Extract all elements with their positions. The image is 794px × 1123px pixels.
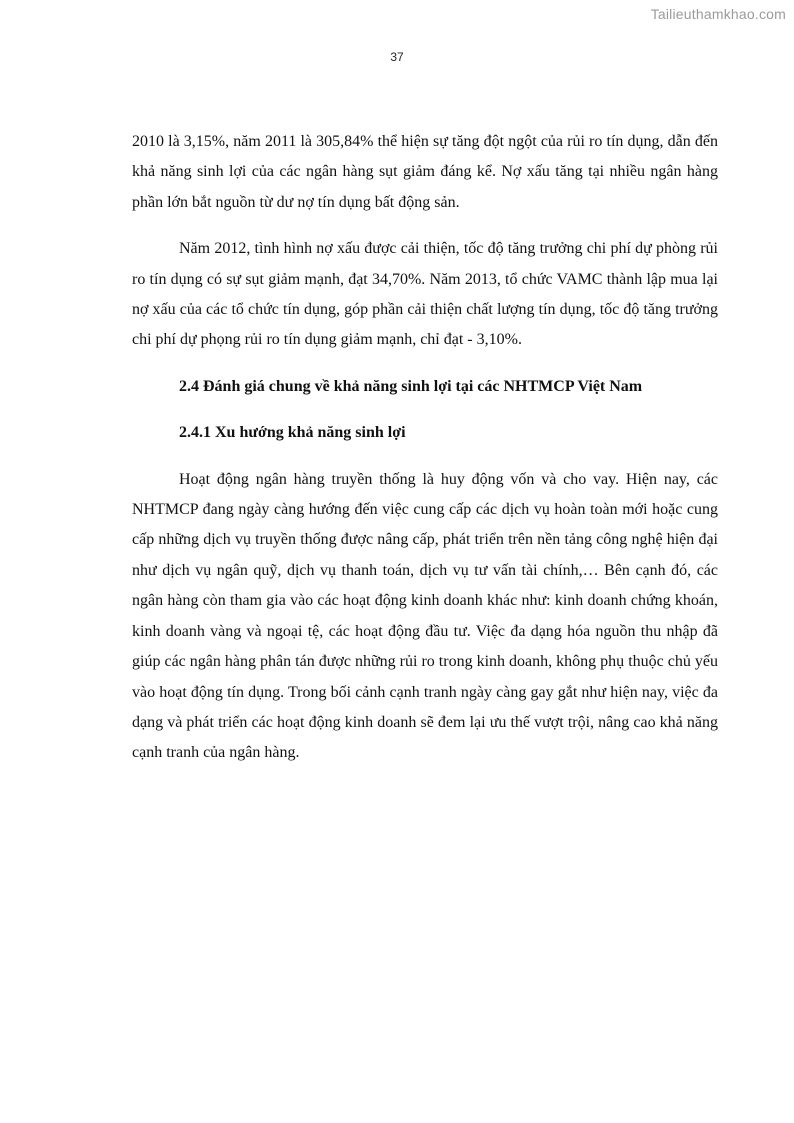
subsection-heading: 2.4.1 Xu hướng khả năng sinh lợi	[179, 424, 406, 442]
paragraph-continuation: 2010 là 3,15%, năm 2011 là 305,84% thể hiện sự tăng đột ngột của rủi ro tín dụng, dẫn đến khả năng sinh lợi của các ngân hàng sụt giảm đáng kể. Nợ xấu tăng tại nhiều ngân hàng phần lớn bắt nguồn từ dư nợ tín dụng bất động sản.	[132, 133, 718, 211]
section-heading: 2.4 Đánh giá chung về khả năng sinh lợi tại các NHTMCP Việt Nam	[179, 377, 643, 395]
watermark: Tailieuthamkhao.com	[650, 6, 786, 22]
paragraph-2012-2013: Năm 2012, tình hình nợ xấu được cải thiện, tốc độ tăng trưởng chi phí dự phòng rủi ro tín dụng có sự sụt giảm mạnh, đạt 34,70%. Năm 2013, tổ chức VAMC thành lập mua lại nợ xấu của các tổ chức tín dụng, góp phần cải thiện chất lượng tín dụng, tốc độ tăng trưởng chi phí dự phọng rủi ro tín dụng giảm mạnh, chỉ đạt - 3,10%.	[132, 240, 718, 349]
document-body	[132, 127, 718, 785]
paragraph-banking-activities: Hoạt động ngân hàng truyền thống là huy động vốn và cho vay. Hiện nay, các NHTMCP đang ngày càng hướng đến việc cung cấp các dịch vụ hoàn toàn mới hoặc cung cấp những dịch vụ truyền thống được nâng cấp, phát triển trên nền tảng công nghệ hiện đại như dịch vụ ngân quỹ, dịch vụ thanh toán, dịch vụ tư vấn tài chính,… Bên cạnh đó, các ngân hàng còn tham gia vào các hoạt động kinh doanh khác như: kinh doanh chứng khoán, kinh doanh vàng và ngoại tệ, các hoạt động đầu tư. Việc đa dạng hóa nguồn thu nhập đã giúp các ngân hàng phân tán được những rủi ro trong kinh doanh, không phụ thuộc chủ yếu vào hoạt động tín dụng. Trong bối cảnh cạnh tranh ngày càng gay gắt như hiện nay, việc đa dạng và phát triển các hoạt động kinh doanh sẽ đem lại ưu thế vượt trội, nâng cao khả năng cạnh tranh của ngân hàng.	[132, 470, 718, 762]
page-number: 37	[390, 50, 404, 64]
